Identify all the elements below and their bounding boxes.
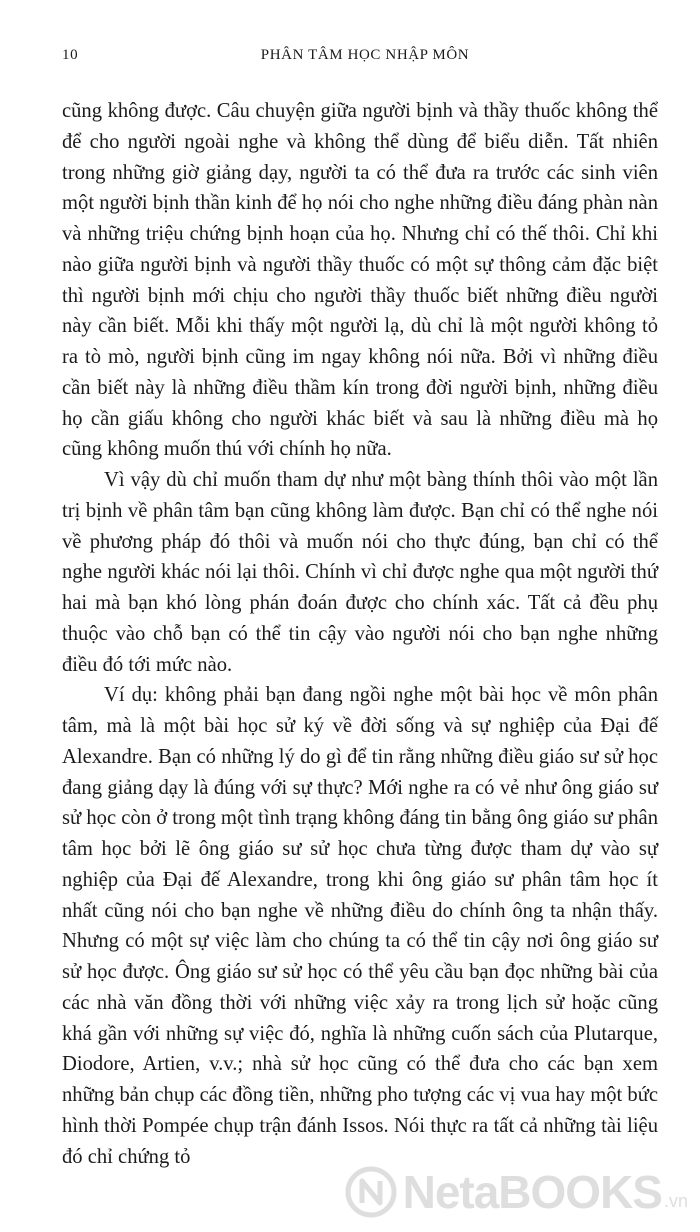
running-header: [0, 47, 700, 71]
page-number: 10: [62, 47, 79, 63]
body-text: [62, 96, 658, 1172]
watermark-suffix: .vn: [663, 1191, 688, 1211]
netabooks-logo-icon: [345, 1166, 397, 1218]
paragraph-3: Ví dụ: không phải bạn đang ngồi nghe một bài học về môn phân tâm, mà là một bài học sử ký về đời sống và sự nghiệp của Đại đế Alexandre. Bạn có những lý do gì để tin rằng những điều giáo sư sử học đang giảng dạy là đúng với sự thực? Mới nghe ra có vẻ như ông giáo sư sử học còn ở trong một tình trạng không đáng tin bằng ông giáo sư phân tâm học bởi lẽ ông giáo sư sử học chưa từng được tham dự vào sự nghiệp của Đại đế Alexandre, trong khi ông giáo sư phân tâm học ít nhất cũng nói cho bạn nghe về những điều do chính ông ta nhận thấy. Nhưng có một sự việc làm cho chúng ta có thể tin cậy nơi ông giáo sư sử học được. Ông giáo sư sử học có thể yêu cầu bạn đọc những bài của các nhà văn đồng thời với những việc xảy ra trong lịch sử hoặc cũng khá gần với những sự việc đó, nghĩa là những cuốn sách của Plutarque, Diodore, Artien, v.v.; nhà sử học cũng có thể đưa cho các bạn xem những bản chụp các đồng tiền, những pho tượng các vị vua hay một bức hình thời Pompée chụp trận đánh Issos. Nói thực ra tất cả những tài liệu đó chỉ chứng tỏ: [62, 684, 658, 1168]
watermark: [345, 1162, 688, 1222]
watermark-text: NetaBOOKS: [402, 1166, 662, 1218]
paragraph-1: cũng không được. Câu chuyện giữa người bịnh và thầy thuốc không thể để cho người ngoài nghe và không thể dùng để biểu diễn. Tất nhiên trong những giờ giảng dạy, người ta có thể đưa ra trước các sinh viên một người bịnh thần kinh để họ nói cho nghe những điều đáng phàn nàn và những triệu chứng bịnh hoạn của họ. Nhưng chỉ có thế thôi. Chỉ khi nào giữa người bịnh và người thầy thuốc có một sự thông cảm đặc biệt thì người bịnh mới chịu cho người thầy thuốc biết những điều người này cần biết. Mỗi khi thấy một người lạ, dù chỉ là một người không tỏ ra tò mò, người bịnh cũng im ngay không nói nữa. Bởi vì những điều cần biết này là những điều thầm kín trong đời người bịnh, những điều họ cần giấu không cho người khác biết và sau là những điều mà họ cũng không muốn thú với chính họ nữa.: [62, 100, 658, 461]
paragraph-2: Vì vậy dù chỉ muốn tham dự như một bàng thính thôi vào một lần trị bịnh về phân tâm bạn cũng không làm được. Bạn chỉ có thể nghe nói về phương pháp đó thôi và muốn nói cho thực đúng, bạn chỉ có thể nghe người khác nói lại thôi. Chính vì chỉ được nghe qua một người thứ hai mà bạn khó lòng phán đoán được cho chính xác. Tất cả đều phụ thuộc vào chỗ bạn có thể tin cậy vào người nói cho bạn nghe những điều đó tới mức nào.: [62, 469, 658, 676]
running-title: PHÂN TÂM HỌC NHẬP MÔN: [260, 47, 470, 63]
